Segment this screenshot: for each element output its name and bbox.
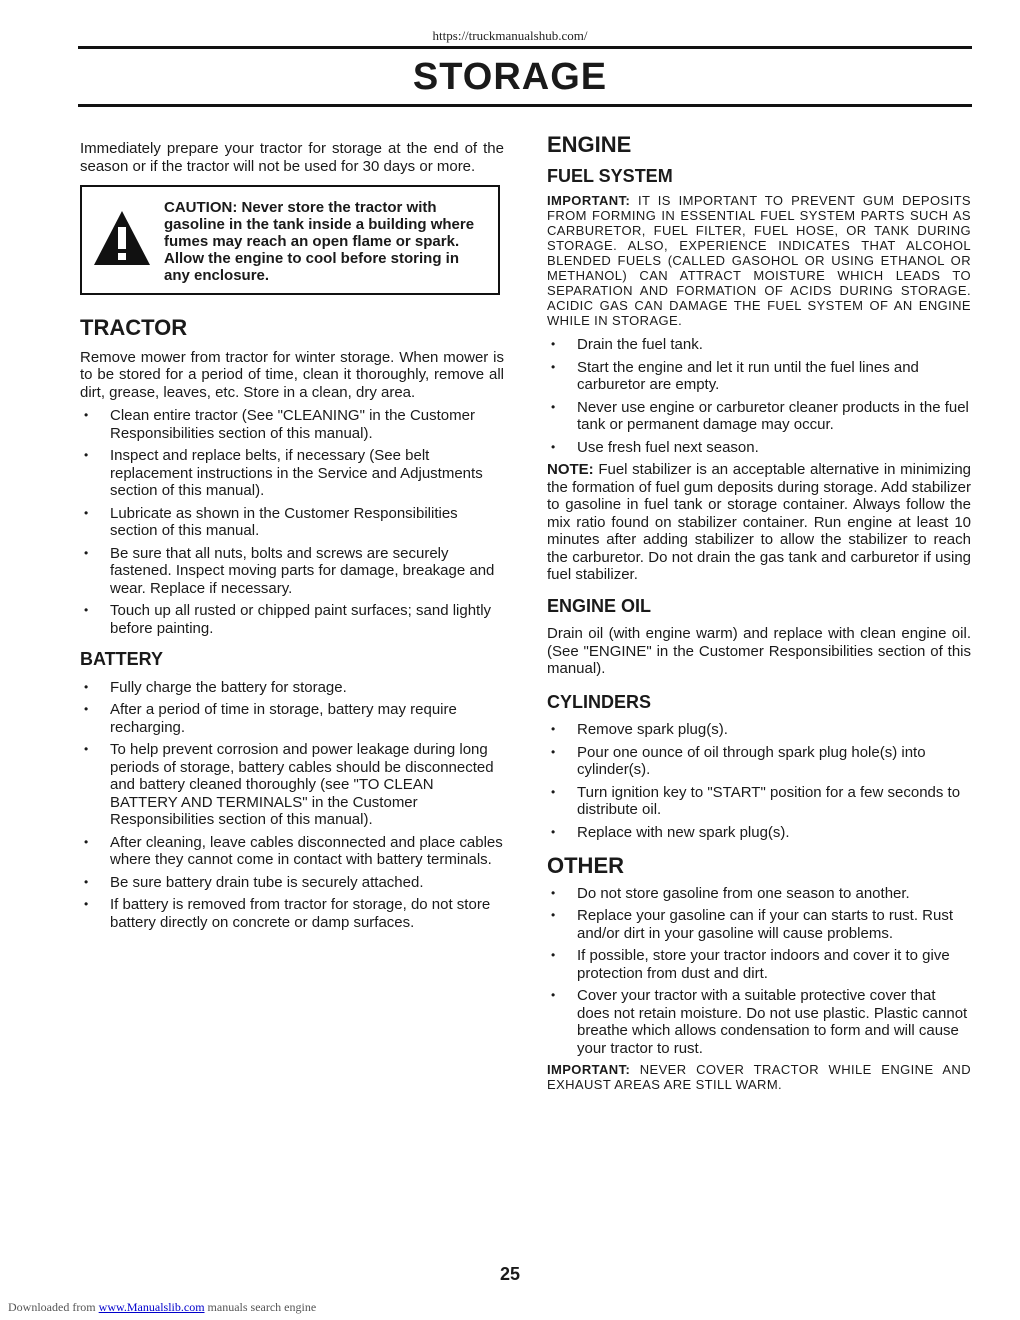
caution-text: CAUTION: Never store the tractor with gasoline in the tank inside a building where fumes may reach an open flame or spark. Allow the engine to cool before storing in any enclosure. xyxy=(164,199,475,284)
other-list xyxy=(547,885,971,1058)
download-footer xyxy=(8,1300,316,1315)
engine-heading: ENGINE xyxy=(547,132,632,157)
title-rule xyxy=(78,104,972,107)
cylinders-list xyxy=(547,721,971,841)
list-item: • Cover your tractor with a suitable protective cover that does not retain moisture. Do not use plastic. Plastic cannot breathe which allows condensation to form and will cause your tractor to rust. xyxy=(547,987,971,1057)
list-item: • Inspect and replace belts, if necessary (See belt replacement instructions in the Service and Adjustments section of this manual). xyxy=(80,447,504,500)
important-text: IT IS IMPORTANT TO PREVENT GUM DEPOSITS FROM FORMING IN ESSENTIAL FUEL SYSTEM PARTS SUCH AS CARBURETOR, FUEL FILTER, FUEL HOSE, OR TANK DURING STORAGE. ALSO, EXPERIENCE INDICATES THAT ALCOHOL BLENDED FUELS (CALLED GASOHOL OR USING ETHANOL OR METHANOL) CAN ATTRACT MOISTURE WHICH LEADS TO SEPARATION AND FORMATION OF ACIDS DURING STORAGE. ACIDIC GAS CAN DAMAGE THE FUEL SYSTEM OF AN ENGINE WHILE IN STORAGE. xyxy=(547,193,972,328)
caution-box xyxy=(80,185,500,295)
source-url: https://truckmanualshub.com/ xyxy=(432,28,588,43)
list-item: • After cleaning, leave cables disconnected and place cables where they cannot come in contact with battery terminals. xyxy=(80,834,504,869)
manualslib-link[interactable]: www.Manualslib.com xyxy=(98,1300,205,1314)
intro-text: Immediately prepare your tractor for storage at the end of the season or if the tractor will not be used for 30 days or more. xyxy=(80,140,504,175)
page-title: STORAGE xyxy=(412,56,608,98)
list-item: • Clean entire tractor (See "CLEANING" in the Customer Responsibilities section of this manual). xyxy=(80,407,504,442)
list-item: • Touch up all rusted or chipped paint surfaces; sand lightly before painting. xyxy=(80,602,504,637)
list-item: • Replace with new spark plug(s). xyxy=(547,824,971,842)
important-text: NEVER COVER TRACTOR WHILE ENGINE AND EXHAUST AREAS ARE STILL WARM. xyxy=(547,1062,971,1092)
cylinders-heading: CYLINDERS xyxy=(547,691,652,712)
list-item: • Remove spark plug(s). xyxy=(547,721,971,739)
note-text: Fuel stabilizer is an acceptable alternative in minimizing the formation of fuel gum deposits during storage. Add stabilizer to gasoline in fuel tank or storage container. Always follow the mix ratio found on stabilizer container. Run engine at least 10 minutes after adding stabilizer to allow the stabilizer to reach the carburetor. Do not drain the gas tank and carburetor if using fuel stabilizer. xyxy=(547,461,972,583)
list-item: • If battery is removed from tractor for storage, do not store battery directly on concrete or damp surfaces. xyxy=(80,896,504,931)
list-item: • Drain the fuel tank. xyxy=(547,336,971,354)
list-item: • Be sure battery drain tube is securely attached. xyxy=(80,874,504,892)
list-item: • Turn ignition key to "START" position for a few seconds to distribute oil. xyxy=(547,784,971,819)
battery-heading: BATTERY xyxy=(80,649,163,669)
list-item: • Do not store gasoline from one season to another. xyxy=(547,885,971,903)
important-label: IMPORTANT: xyxy=(547,1062,631,1077)
list-item: • After a period of time in storage, battery may require recharging. xyxy=(80,701,504,736)
warning-icon xyxy=(92,209,152,269)
footer-prefix: Downloaded from xyxy=(8,1300,96,1314)
left-column xyxy=(80,140,504,936)
fuel-important xyxy=(547,193,971,328)
important-label: IMPORTANT: xyxy=(547,193,631,208)
engine-oil-text: Drain oil (with engine warm) and replace with clean engine oil. (See "ENGINE" in the Customer Responsibilities section of this manual). xyxy=(547,625,971,677)
engine-oil-heading: ENGINE OIL xyxy=(547,595,652,616)
list-item: • Pour one ounce of oil through spark plug hole(s) into cylinder(s). xyxy=(547,744,971,779)
list-item: • To help prevent corrosion and power leakage during long periods of storage, battery cables should be disconnected and battery cleaned thoroughly (see "TO CLEAN BATTERY AND TERMINALS" in the Customer Responsibilities section of this manual). xyxy=(80,741,504,829)
list-item: • Fully charge the battery for storage. xyxy=(80,679,504,697)
page-number: 25 xyxy=(499,1264,521,1284)
tractor-heading: TRACTOR xyxy=(80,315,188,340)
tractor-text: Remove mower from tractor for winter storage. When mower is to be stored for a period of time, clean it thoroughly, remove all dirt, grease, leaves, etc. Store in a clean, dry area. xyxy=(80,348,504,401)
battery-list xyxy=(80,679,504,932)
list-item: • Lubricate as shown in the Customer Responsibilities section of this manual. xyxy=(80,505,504,540)
tractor-list xyxy=(80,407,504,637)
list-item: • Use fresh fuel next season. xyxy=(547,439,971,457)
fuel-note xyxy=(547,461,971,584)
top-rule xyxy=(78,46,972,49)
list-item: • Start the engine and let it run until the fuel lines and carburetor are empty. xyxy=(547,359,971,394)
note-label: NOTE: xyxy=(547,461,594,478)
right-column xyxy=(547,132,972,1098)
list-item: • Replace your gasoline can if your can starts to rust. Rust and/or dirt in your gasoline will cause problems. xyxy=(547,907,971,942)
fuel-system-heading: FUEL SYSTEM xyxy=(547,165,673,186)
footer-suffix: manuals search engine xyxy=(207,1300,317,1314)
fuel-list xyxy=(547,336,971,456)
list-item: • Be sure that all nuts, bolts and screws are securely fastened. Inspect moving parts for damage, breakage and wear. Replace if necessary. xyxy=(80,545,504,598)
other-important xyxy=(547,1062,971,1092)
list-item: • Never use engine or carburetor cleaner products in the fuel tank or permanent damage may occur. xyxy=(547,399,971,434)
list-item: • If possible, store your tractor indoors and cover it to give protection from dust and dirt. xyxy=(547,947,971,982)
other-heading: OTHER xyxy=(547,853,624,878)
